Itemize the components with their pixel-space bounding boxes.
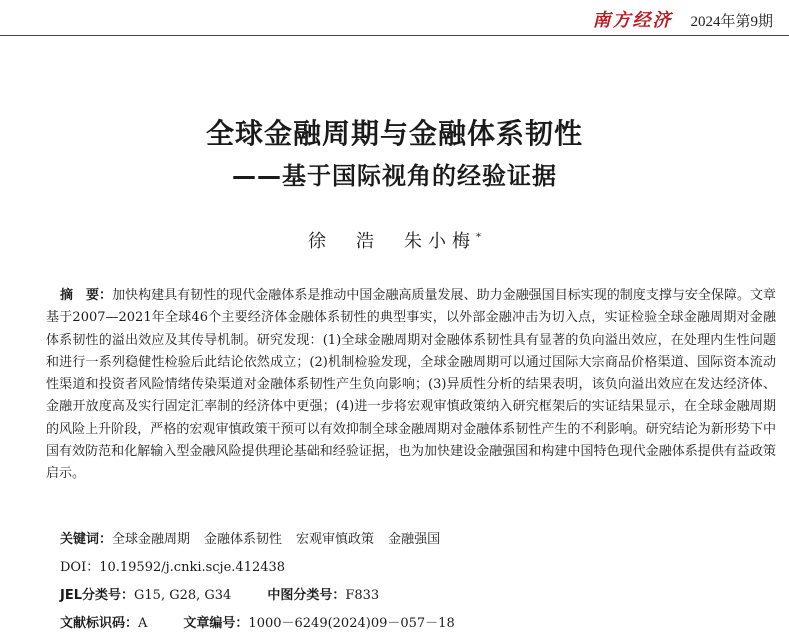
keyword: 金融强国 (388, 532, 441, 547)
abstract (46, 285, 776, 486)
article-subtitle: ——基于国际视角的经验证据 (232, 162, 557, 190)
clc-value: F833 (345, 588, 380, 603)
jel-value: G15, G28, G34 (134, 588, 232, 603)
author-line (0, 227, 789, 253)
jel-label: JEL分类号： (60, 588, 135, 603)
doc-code-value: A (138, 616, 148, 631)
keyword: 宏观审慎政策 (296, 532, 375, 547)
doi-line: DOI：10.19592/j.cnki.scje.412438 (60, 560, 286, 575)
clc-label: 中图分类号： (267, 588, 346, 603)
journal-logo: 南方经济 (592, 10, 673, 31)
issue-number: 2024年第9期 (690, 14, 773, 30)
keyword: 金融体系韧性 (204, 532, 283, 547)
keywords-line (60, 528, 440, 547)
article-no-label: 文章编号： (183, 616, 249, 631)
keywords-label: 关键词： (60, 532, 113, 547)
header-divider (0, 35, 789, 36)
running-header (592, 6, 773, 32)
corresponding-author-mark: * (476, 232, 481, 243)
author-name: 徐 浩 (308, 231, 380, 252)
keyword: 全球金融周期 (112, 532, 191, 547)
identifier-line (60, 612, 455, 631)
abstract-label: 摘 要： (60, 288, 113, 303)
classification-line (60, 584, 379, 603)
article-no-value: 1000－6249(2024)09－057－18 (248, 616, 455, 631)
author-name (404, 231, 481, 252)
doc-code-label: 文献标识码： (60, 616, 139, 631)
abstract-text: 加快构建具有韧性的现代金融体系是推动中国金融高质量发展、助力金融强国目标实现的制度支撑与安全保障。文章基于2007—2021年全球46个主要经济体金融体系韧性的典型事实，以外部金融冲击为切入点，实证检验全球金融周期对金融体系韧性的溢出效应及其传导机制。研究发现：(1)全球金融周期对金融体系韧性具有显著的负向溢出效应，在处理内生性问题和进行一系列稳健性检验后此结论依然成立；(2)机制检验发现，全球金融周期可以通过国际大宗商品价格渠道、国际资本流动性渠道和投资者风险情绪传染渠道对金融体系韧性产生负向影响；(3)异质性分析的结果表明，该负向溢出效应在发达经济体、金融开放度高及实行固定汇率制的经济体中更强；(4)进一步将宏观审慎政策纳入研究框架后的实证结果显示，在全球金融周期的风险上升阶段，严格的宏观审慎政策干预可以有效抑制全球金融周期对金融体系韧性产生的不利影响。研究结论为新形势下中国有效防范和化解输入型金融风险提供理论基础和经验证据，也为加快建设金融强国和构建中国特色现代金融体系提供有益政策启示。 (46, 288, 776, 482)
article-title: 全球金融周期与金融体系韧性 (205, 117, 583, 150)
author-name-text: 朱小梅 (404, 231, 476, 252)
